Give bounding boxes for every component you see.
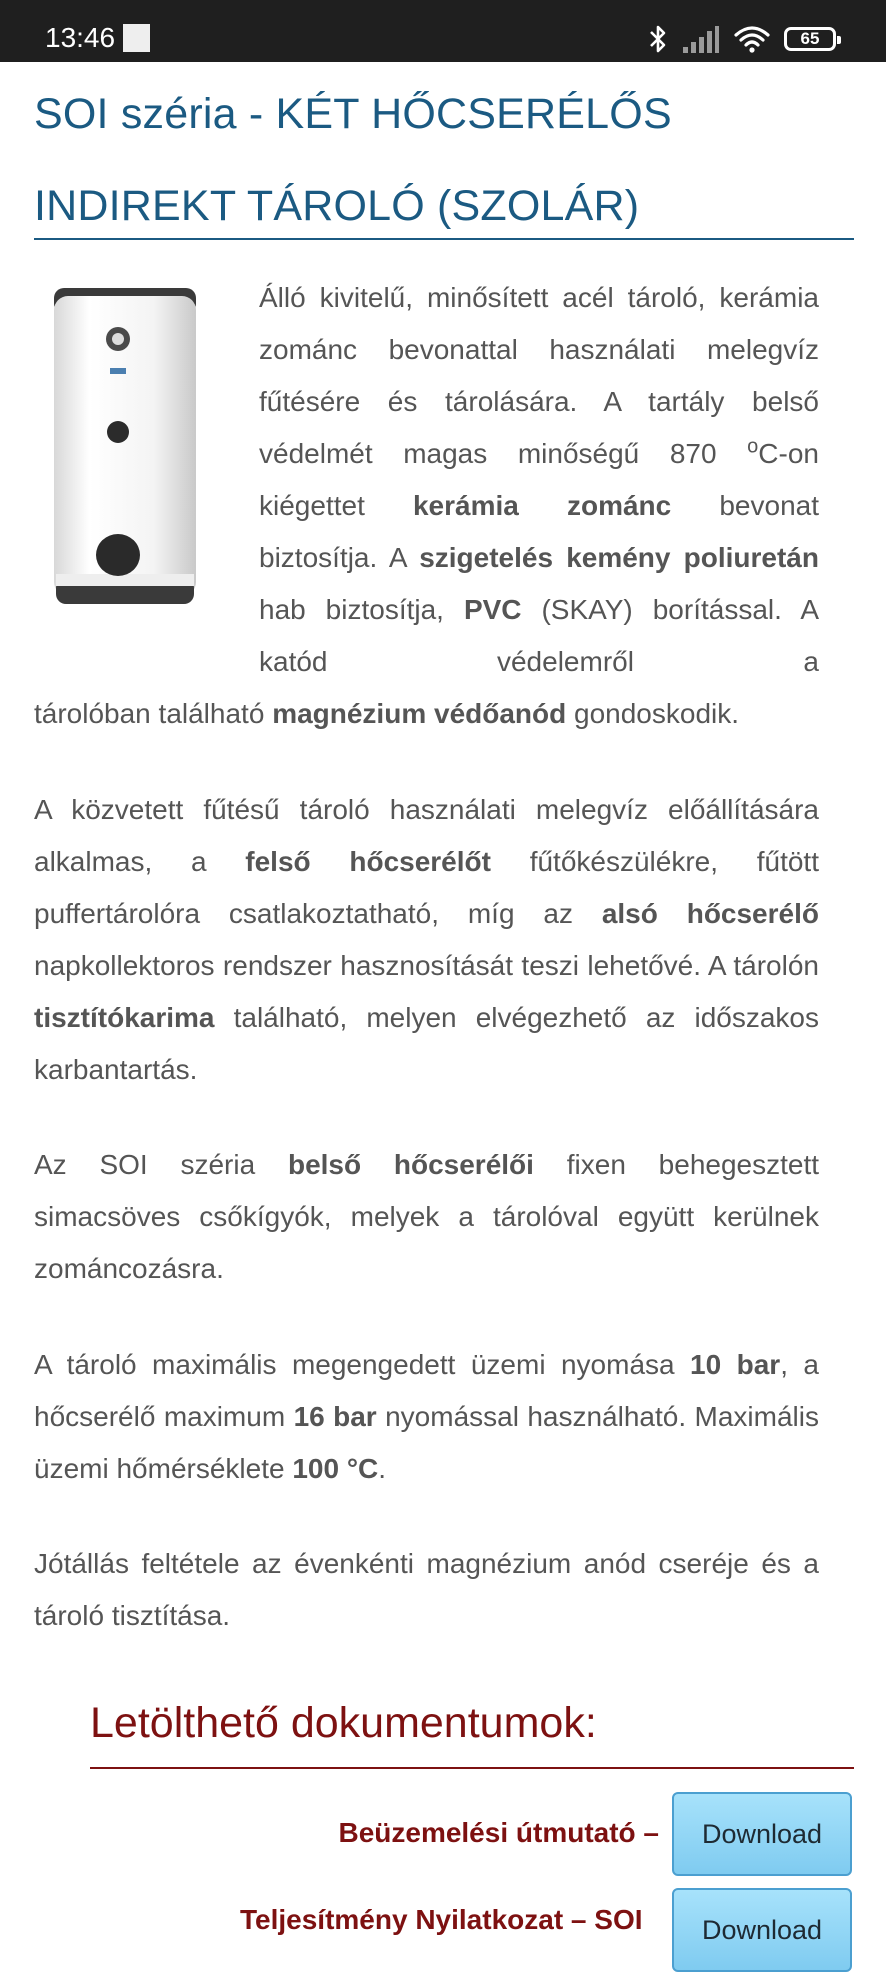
download-button-installation-guide[interactable]: Download [672, 1792, 852, 1876]
description-paragraph-5 [34, 1538, 819, 1642]
text-segment: A közvetett fűtésű tároló használati melegvíz előállítására alkalmas, a [34, 794, 819, 877]
text-segment: fűtőkészülékre, fűtött puffertárolóra csatlakoztatható, míg az [34, 846, 819, 929]
text-segment: napkollektoros rendszer hasznosítását teszi lehetővé. A tárolón [34, 950, 819, 981]
description-paragraph-1 [259, 272, 819, 688]
downloads-divider [90, 1767, 854, 1769]
description-paragraph-2 [34, 784, 819, 1096]
title-divider [34, 238, 854, 240]
degree-mark: o [747, 435, 759, 458]
doc-label-installation-guide: Beüzemelési útmutató – [338, 1817, 659, 1848]
bold-inner-exchangers: belső hőcserélői [287, 1149, 534, 1180]
bold-lower-exchanger: alsó hőcserélő [601, 898, 819, 929]
bold-pvc: PVC [463, 594, 522, 625]
text-segment: (SKAY) borítással. A katód védelemről a [259, 594, 819, 677]
page-title: SOI széria - KÉT HŐCSERÉLŐS INDIREKT TÁROLÓ (SZOLÁR) [34, 90, 672, 230]
bluetooth-icon [648, 23, 668, 55]
water-heater-image [50, 282, 200, 614]
text-segment: hab biztosítja, [259, 594, 464, 625]
text-segment: található, melyen elvégezhető az időszakos karbantartás. [34, 1002, 819, 1085]
battery-level: 65 [800, 29, 820, 48]
status-time: 13:46 [45, 22, 116, 53]
text-segment: . [378, 1453, 387, 1484]
text-segment: Álló kivitelű, minősített acél tároló, kerámia zománc bevonattal használati melegvíz fűtésére és tárolására. A tartály belső védelmét magas minőségű 870 [259, 282, 819, 469]
wifi-icon [734, 25, 770, 53]
bold-magnesium-anode: magnézium védőanód [272, 698, 567, 729]
text-segment: Az SOI széria [34, 1149, 288, 1180]
text-segment: nyomással használható. Maximális üzemi hőmérséklete [34, 1401, 819, 1484]
text-segment: gondoskodik. [566, 698, 740, 729]
text-segment: tárolóban található [34, 698, 273, 729]
bold-cleaning-flange: tisztítókarima [34, 1002, 215, 1033]
status-bar [0, 0, 886, 62]
text-segment: , a hőcserélő maximum [34, 1349, 819, 1432]
doc-label-performance-declaration: Teljesítmény Nyilatkozat – SOI [240, 1904, 643, 1935]
text-segment: Jótállás feltétele az évenkénti magnézium anód cseréje és a tároló tisztítása. [34, 1548, 819, 1631]
bold-ceramic-enamel: kerámia zománc [412, 490, 672, 521]
text-segment: C-on kiégettet [259, 438, 819, 521]
description-paragraph-3 [34, 1139, 819, 1295]
text-segment: fixen behegesztett simacsöves csőkígyók, melyek a tárolóval együtt kerülnek zománcozásra. [34, 1149, 820, 1284]
battery-icon [784, 27, 836, 51]
text-segment: A tároló maximális megengedett üzemi nyomása [34, 1349, 691, 1380]
bold-exchanger-pressure: 16 bar [293, 1401, 377, 1432]
notification-icon [123, 24, 150, 52]
description-paragraph-1-continued [34, 688, 819, 740]
bold-insulation: szigetelés kemény poliuretán [419, 542, 819, 573]
description-paragraph-4 [34, 1339, 819, 1495]
text-segment: bevonat biztosítja. A [259, 490, 820, 573]
bold-max-temperature: 100 °C [292, 1453, 379, 1484]
signal-icon [682, 25, 720, 53]
bold-upper-exchanger: felső hőcserélőt [245, 846, 491, 877]
download-button-performance-declaration[interactable]: Download [672, 1888, 852, 1972]
status-icons [648, 22, 836, 56]
downloads-title: Letölthető dokumentumok: [90, 1699, 597, 1747]
bold-max-pressure: 10 bar [690, 1349, 781, 1380]
